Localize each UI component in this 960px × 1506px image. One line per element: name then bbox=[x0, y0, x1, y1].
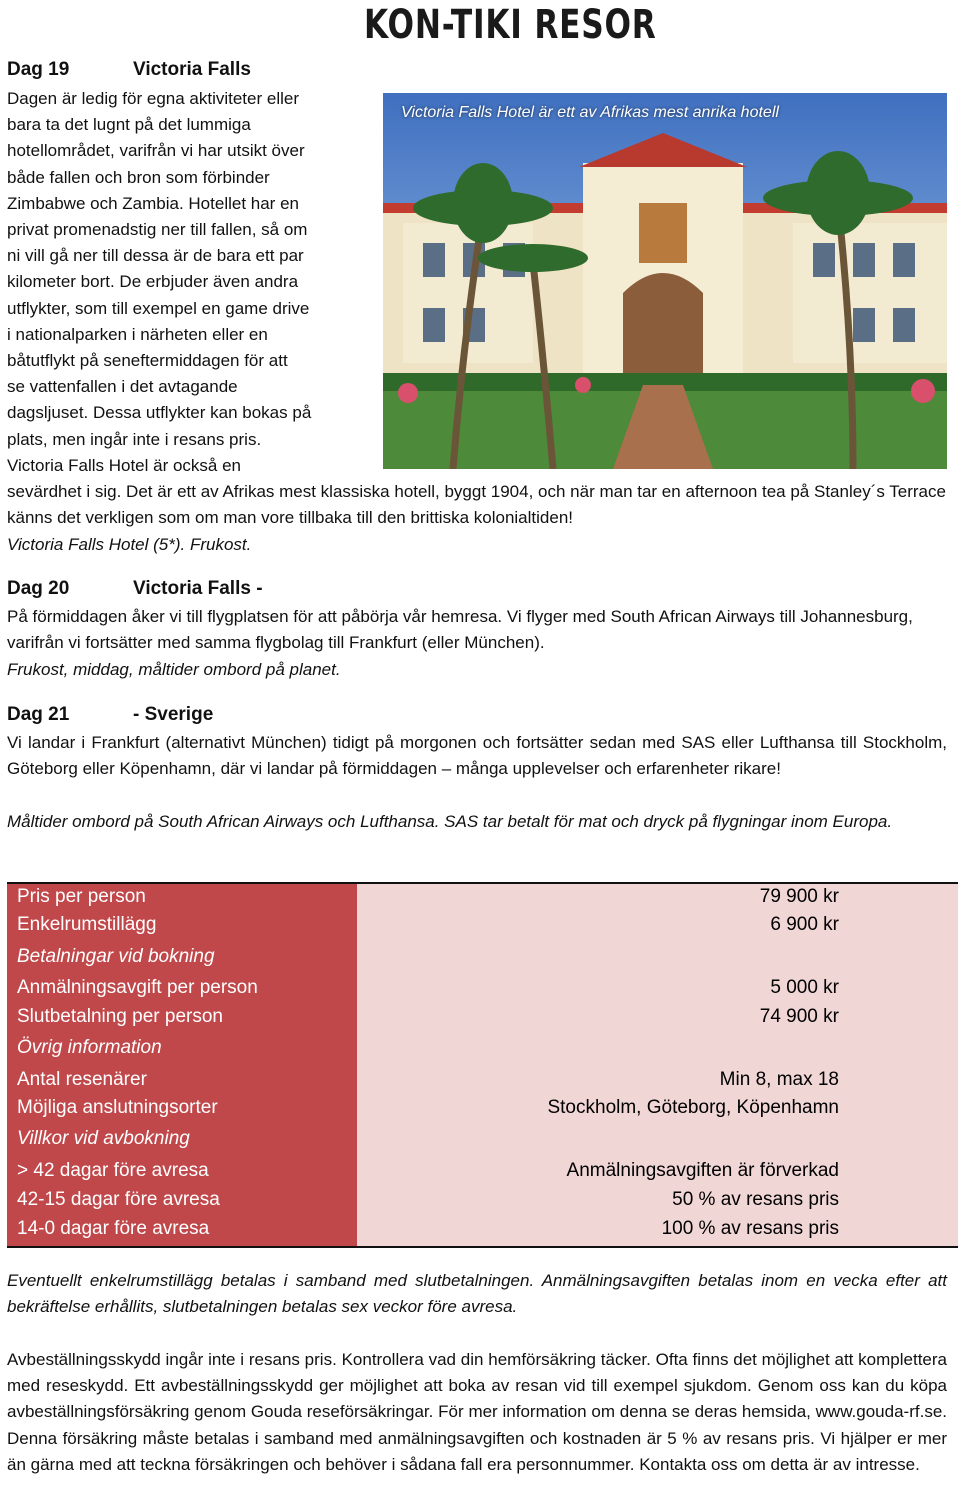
price-label: Möjliga anslutningsorter bbox=[17, 1097, 218, 1118]
price-section-heading bbox=[7, 1037, 957, 1065]
insurance-note: Avbeställningsskydd ingår inte i resans pris. Kontrollera vad din hemförsäkring täcker. Ofta finns det möjlighet att komplettera med reseskydd. Ett avbeställningsskydd ger möjlighet att boka av resan vid till exempel sjukdom. Genom oss kan du köpa avbeställningsförsäkring genom Gouda reseförsäkringar. För mer information om denna se deras hemsida, www.gouda-rf.se. Denna försäkring måste betalas i samband med anmälningsavgiften och kostnaden är 5 % av resans pris. Vi hjälper er mer än gärna med att teckna försäkringen och behöver i sådana fall era personnummer. Kontakta oss om detta är av intresse. bbox=[7, 1350, 947, 1474]
price-value: 74 900 kr bbox=[759, 1006, 839, 1027]
day19-line: ni vill gå ner till dessa är de bara ett par bbox=[7, 246, 304, 266]
day19-column-text bbox=[7, 86, 363, 479]
day20-title: Victoria Falls - bbox=[133, 578, 263, 599]
price-value: Anmälningsavgiften är förverkad bbox=[566, 1160, 839, 1181]
day19-line: utflykter, som till exempel en game drive bbox=[7, 298, 310, 318]
price-label: 14-0 dagar före avresa bbox=[17, 1218, 210, 1239]
day21-body: Vi landar i Frankfurt (alternativt München) tidigt på morgonen och fortsätter sedan med SAS eller Lufthansa till Stockholm, Göteborg eller Köpenhamn, där vi landar på förmiddagen – många upplevelser och erfarenheter rikare! bbox=[7, 733, 947, 779]
day20-heading bbox=[7, 578, 263, 600]
day19-line: både fallen och bron som förbinder bbox=[7, 167, 270, 187]
day21-number: Dag 21 bbox=[7, 704, 70, 725]
day19-line: bara ta det lugnt på det lummiga bbox=[7, 115, 251, 135]
payment-note: Eventuellt enkelrumstillägg betalas i samband med slutbetalningen. Anmälningsavgiften betalas inom en vecka efter att bekräftelse erhållits, slutbetalningen betalas sex veckor före avresa. bbox=[7, 1271, 947, 1317]
price-label: Antal resenärer bbox=[17, 1069, 147, 1090]
day19-number: Dag 19 bbox=[7, 59, 70, 80]
price-row bbox=[7, 1218, 957, 1246]
day19-continuation: sevärdhet i sig. Det är ett av Afrikas mest klassiska hotell, byggt 1904, och när man tar en afternoon tea på Stanley´s Terrace känns det verkligen som om man vore tillbaka till den brittiska kolonialtiden! bbox=[7, 482, 946, 528]
price-value: 6 900 kr bbox=[770, 914, 839, 935]
day19-line: båtutflykt på seneftermiddagen för att bbox=[7, 351, 288, 371]
day19-line: dagsljuset. Dessa utflykter kan bokas på bbox=[7, 403, 312, 423]
hotel-illustration bbox=[383, 93, 947, 469]
day19-meals: Victoria Falls Hotel (5*). Frukost. bbox=[7, 535, 252, 554]
day19-title: Victoria Falls bbox=[133, 59, 251, 80]
price-label: Pris per person bbox=[17, 886, 146, 907]
day21-heading bbox=[7, 704, 213, 726]
price-value: 5 000 kr bbox=[770, 977, 839, 998]
price-section-heading bbox=[7, 1128, 957, 1156]
price-row bbox=[7, 977, 957, 1005]
photo-caption: Victoria Falls Hotel är ett av Afrikas mest anrika hotell bbox=[401, 104, 779, 121]
price-value: 79 900 kr bbox=[759, 886, 839, 907]
day19-line: kilometer bort. De erbjuder även andra bbox=[7, 272, 299, 292]
price-table bbox=[7, 882, 957, 1248]
price-label: > 42 dagar före avresa bbox=[17, 1160, 209, 1181]
price-row bbox=[7, 1160, 957, 1188]
day19-line: Victoria Falls Hotel är också en bbox=[7, 455, 242, 475]
day19-heading bbox=[7, 59, 251, 81]
price-label: 42-15 dagar före avresa bbox=[17, 1189, 220, 1210]
price-value: Min 8, max 18 bbox=[719, 1069, 839, 1090]
day21-title: - Sverige bbox=[133, 704, 214, 725]
price-row bbox=[7, 886, 957, 914]
day19-line: Zimbabwe och Zambia. Hotellet har en bbox=[7, 193, 299, 213]
price-row bbox=[7, 1097, 957, 1125]
day19-line: Dagen är ledig för egna aktiviteter eller bbox=[7, 89, 299, 108]
day19-line: i nationalparken i närheten eller en bbox=[7, 324, 268, 344]
price-label: Övrig information bbox=[17, 1037, 162, 1058]
price-row bbox=[7, 1069, 957, 1097]
price-value: 100 % av resans pris bbox=[661, 1218, 839, 1239]
price-value: 50 % av resans pris bbox=[672, 1189, 839, 1210]
price-label: Enkelrumstillägg bbox=[17, 914, 157, 935]
price-section-heading bbox=[7, 946, 957, 974]
price-label: Betalningar vid bokning bbox=[17, 946, 215, 967]
brand-logo: KON-TIKI RESOR bbox=[364, 2, 657, 48]
price-value: Stockholm, Göteborg, Köpenhamn bbox=[547, 1097, 839, 1118]
price-row bbox=[7, 1189, 957, 1217]
day20-meals: Frukost, middag, måltider ombord på planet. bbox=[7, 660, 341, 679]
price-label: Slutbetalning per person bbox=[17, 1006, 223, 1027]
price-label: Anmälningsavgift per person bbox=[17, 977, 258, 998]
price-row bbox=[7, 1006, 957, 1034]
day19-line: hotellområdet, varifrån vi har utsikt över bbox=[7, 141, 305, 161]
day20-body: På förmiddagen åker vi till flygplatsen för att påbörja vår hemresa. Vi flyger med South African Airways till Johannesburg, varifrån vi fortsätter med samma flygbolag till Frankfurt (eller München). bbox=[7, 607, 913, 653]
day19-line: privat promenadstig ner till fallen, så om bbox=[7, 220, 308, 240]
hotel-photo bbox=[383, 93, 947, 469]
day19-line: plats, men ingår inte i resans pris. bbox=[7, 429, 262, 449]
price-row bbox=[7, 914, 957, 942]
day19-line: se vattenfallen i det avtagande bbox=[7, 377, 238, 397]
price-label: Villkor vid avbokning bbox=[17, 1128, 190, 1149]
day20-number: Dag 20 bbox=[7, 578, 70, 599]
day21-meals: Måltider ombord på South African Airways och Lufthansa. SAS tar betalt för mat och dryck på flygningar inom Europa. bbox=[7, 812, 893, 831]
